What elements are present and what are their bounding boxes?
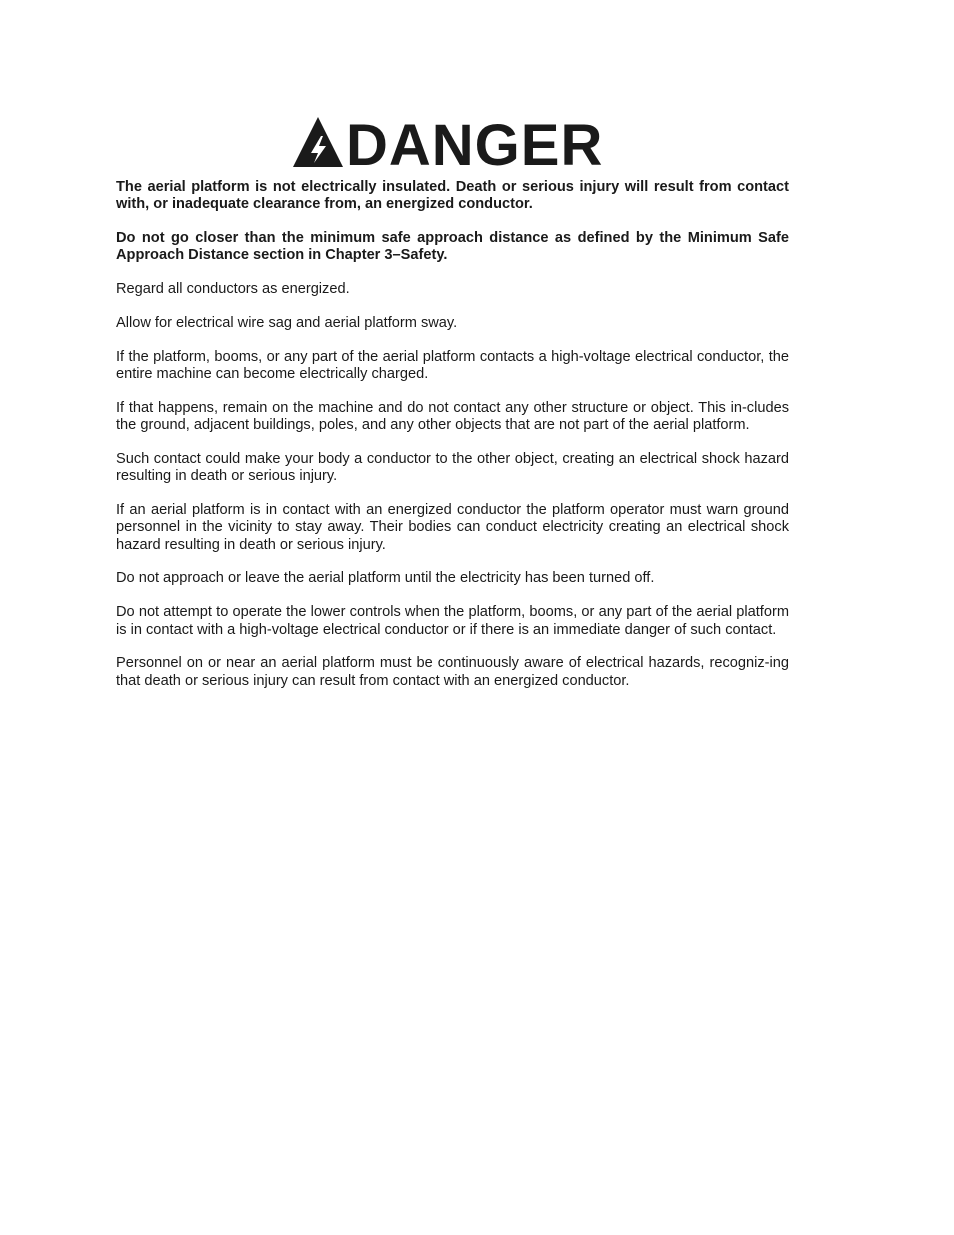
paragraph: Allow for electrical wire sag and aerial platform sway. bbox=[116, 314, 458, 331]
electrical-hazard-triangle-icon bbox=[292, 116, 344, 168]
danger-message-body bbox=[116, 179, 789, 706]
paragraph: If that happens, remain on the machine and do not contact any other structure or object. This in-cludes the ground, adjacent buildings, poles, and any other objects that are not part of the aerial platform. bbox=[116, 399, 789, 434]
paragraph: The aerial platform is not electrically insulated. Death or serious injury will result from contact with, or inadequate clearance from, an energized conductor. bbox=[116, 179, 789, 213]
paragraph: If an aerial platform is in contact with an energized conductor the platform operator must warn ground personnel in the vicinity to stay away. Their bodies can conduct electricity creating an electrical shock hazard resulting in death or serious injury. bbox=[116, 502, 789, 553]
paragraph: Personnel on or near an aerial platform must be continuously aware of electrical hazards, recogniz-ing that death or serious injury can result from contact with an energized conductor. bbox=[116, 655, 789, 689]
paragraph: If the platform, booms, or any part of the aerial platform contacts a high-voltage electrical conductor, the entire machine can become electrically charged. bbox=[116, 348, 789, 383]
danger-header bbox=[292, 113, 604, 178]
paragraph: Do not attempt to operate the lower controls when the platform, booms, or any part of the aerial platform is in contact with a high-voltage electrical conductor or if there is an immediate danger of such contact. bbox=[116, 604, 789, 638]
signal-word: DANGER bbox=[346, 113, 604, 178]
paragraph: Do not approach or leave the aerial platform until the electricity has been turned off. bbox=[116, 570, 655, 587]
paragraph: Regard all conductors as energized. bbox=[116, 281, 350, 298]
paragraph: Do not go closer than the minimum safe approach distance as defined by the Minimum Safe Approach Distance section in Chapter 3–Safety. bbox=[116, 230, 789, 264]
paragraph: Such contact could make your body a conductor to the other object, creating an electrical shock hazard resulting in death or serious injury. bbox=[116, 450, 789, 485]
